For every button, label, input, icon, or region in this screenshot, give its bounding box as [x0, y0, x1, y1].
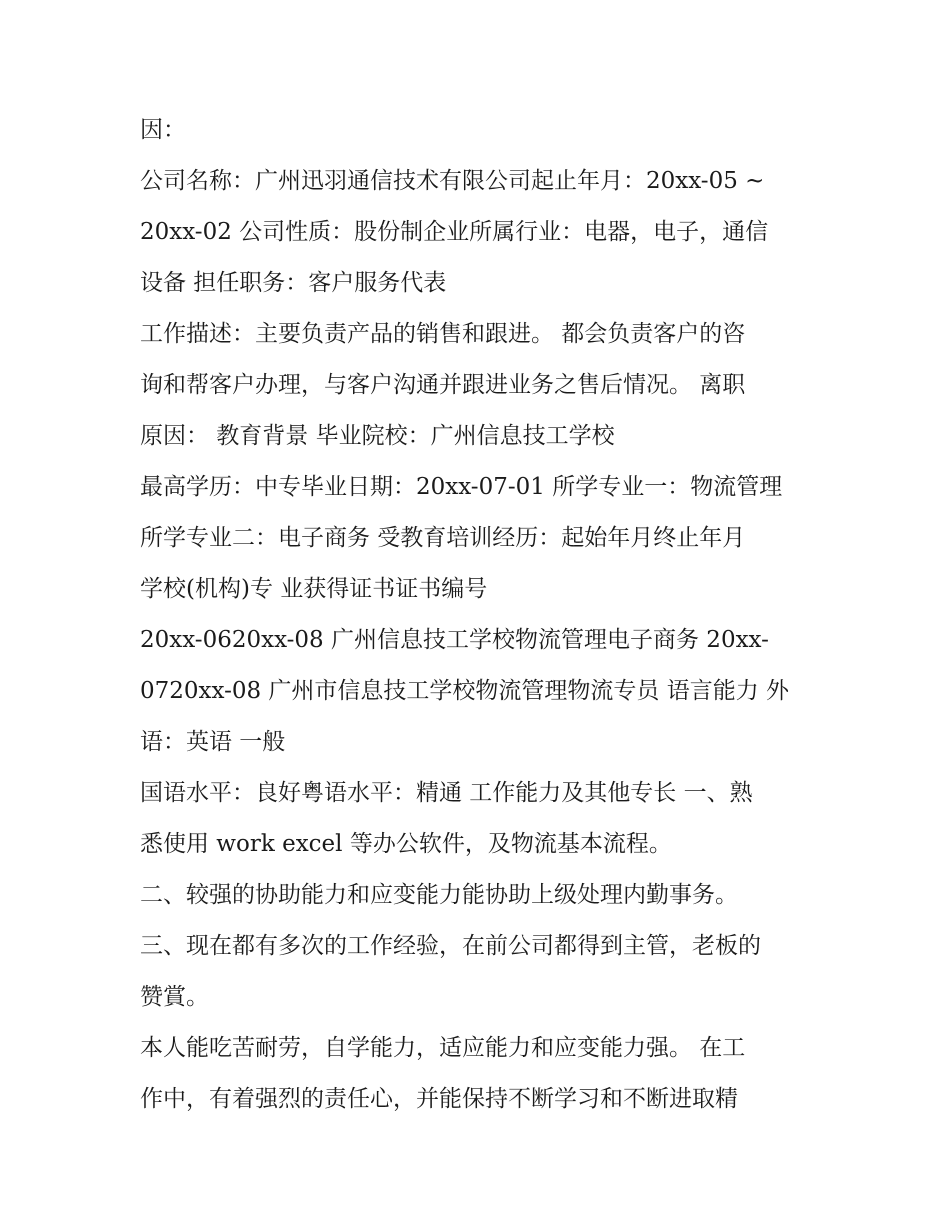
text-line: 因：	[140, 117, 186, 143]
text-line: 原因： 教育背景 毕业院校：广州信息技工学校	[140, 423, 615, 449]
text-line: 赞賞。	[140, 984, 209, 1010]
text-line: 公司名称：广州迅羽通信技术有限公司起止年月：20xx-05 ~	[140, 168, 765, 194]
text-line: 三、现在都有多次的工作经验，在前公司都得到主管，老板的	[140, 933, 761, 959]
text-line: 作中，有着强烈的责任心，并能保持不断学习和不断进取精	[140, 1086, 738, 1112]
document-body	[140, 105, 820, 1125]
text-line: 学校(机构)专 业获得证书证书编号	[140, 576, 488, 602]
text-line: 语：英语 一般	[140, 729, 286, 755]
text-line: 悉使用 work excel 等办公软件，及物流基本流程。	[140, 831, 672, 857]
text-line: 本人能吃苦耐劳，自学能力，适应能力和应变能力强。 在工	[140, 1035, 746, 1061]
text-line: 国语水平：良好粤语水平：精通 工作能力及其他专长 一、熟	[140, 780, 753, 806]
text-line: 所学专业二：电子商务 受教育培训经历：起始年月终止年月	[140, 525, 746, 551]
text-line: 最高学历：中专毕业日期：20xx-07-01 所学专业一：物流管理	[140, 474, 783, 500]
text-line: 工作描述：主要负责产品的销售和跟进。 都会负责客户的咨	[140, 321, 746, 347]
text-line: 0720xx-08 广州市信息技工学校物流管理物流专员 语言能力 外	[140, 678, 790, 704]
text-line: 二、较强的协助能力和应变能力能协助上级处理内勤事务。	[140, 882, 738, 908]
text-line: 20xx-02 公司性质：股份制企业所属行业：电器，电子，通信	[140, 219, 769, 245]
text-line: 询和帮客户办理，与客户沟通并跟进业务之售后情况。 离职	[140, 372, 746, 398]
text-line: 20xx-0620xx-08 广州信息技工学校物流管理电子商务 20xx-	[140, 627, 769, 653]
text-line: 设备 担任职务：客户服务代表	[140, 270, 447, 296]
